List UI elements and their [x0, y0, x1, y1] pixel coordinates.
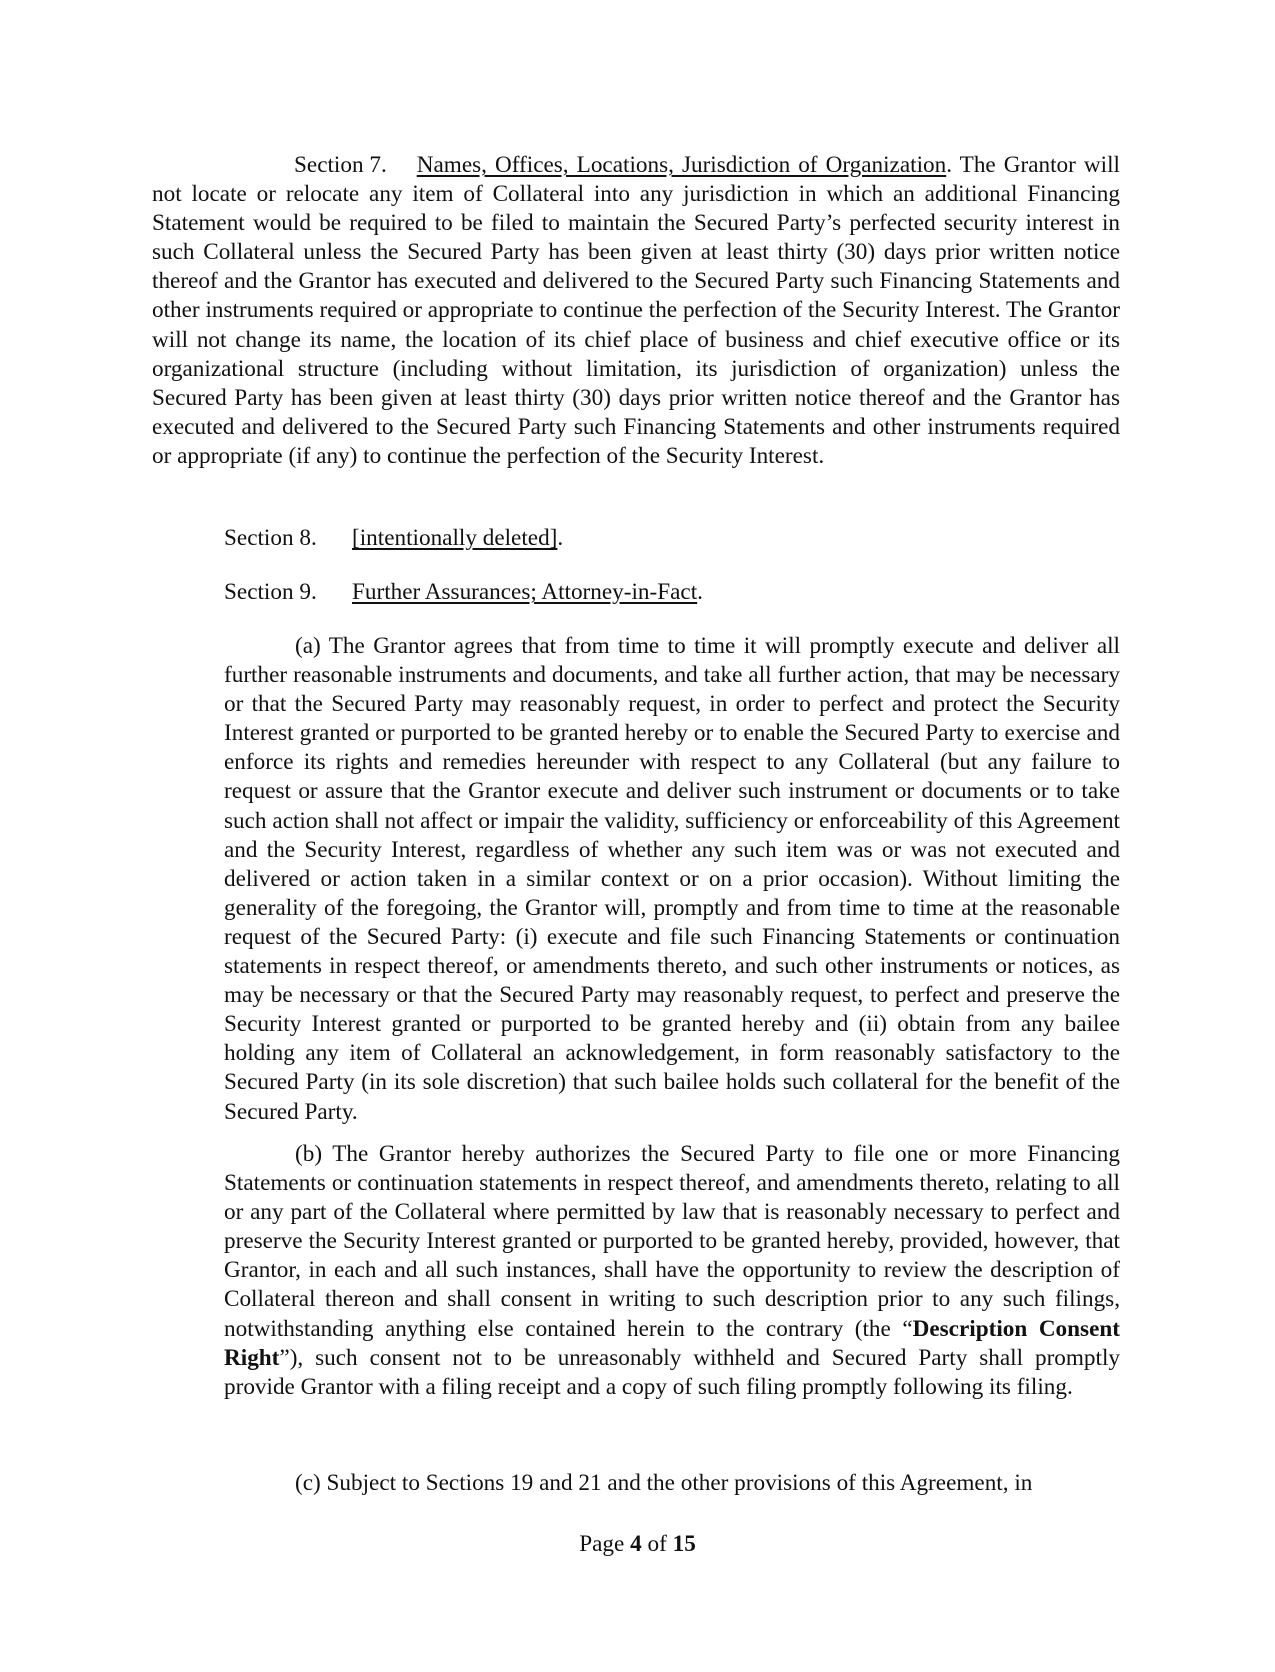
section-8-heading-period: .	[557, 525, 564, 551]
section-7-paragraph	[152, 151, 1120, 471]
section-8-number: Section 8.	[224, 525, 317, 551]
defined-term-description-consent-right: Description Consent Right	[224, 1315, 1120, 1371]
section-9-number: Section 9.	[224, 579, 317, 605]
section-7-heading-period: .	[946, 152, 953, 178]
paragraph-b-text-before: (b) The Grantor hereby authorizes the Secured Party to file one or more Financing Statements or continuation statements in respect thereof, and amendments thereto, relating to all or any part of the Collateral where permitted by law that is reasonably necessary to perfect and preserve the Security Interest granted or purported to be granted hereby, provided, however, that Grantor, in each and all such instances, shall have the opportunity to review the description of Collateral thereon and shall consent in writing to such description prior to any such filings, notwithstanding anything else contained herein to the contrary (the “	[224, 1141, 1120, 1342]
footer-total-pages: 15	[672, 1531, 696, 1557]
section-9-paragraph-a: (a) The Grantor agrees that from time to time it will promptly execute and deliver all further reasonable instruments and documents, and take all further action, that may be necessary or that the Secured Party may reasonably request, in order to perfect and protect the Security Interest granted or purported to be granted hereby or to enable the Secured Party to exercise and enforce its rights and remedies hereunder with respect to any Collateral (but any failure to request or assure that the Grantor execute and deliver such instrument or documents or to take such action shall not affect or impair the validity, sufficiency or enforceability of this Agreement and the Security Interest, regardless of whether any such item was or was not executed and delivered or action taken in a similar context or on a prior occasion). Without limiting the generality of the foregoing, the Grantor will, promptly and from time to time at the reasonable request of the Secured Party: (i) execute and file such Financing Statements or continuation statements in respect thereof, or amendments thereto, and such other instruments or notices, as may be necessary or that the Secured Party may reasonably request, to perfect and preserve the Security Interest granted or purported to be granted hereby and (ii) obtain from any bailee holding any item of Collateral an acknowledgement, in form reasonably satisfactory to the Secured Party (in its sole discretion) that such bailee holds such collateral for the benefit of the Secured Party.	[224, 633, 1120, 1125]
footer-of-word: of	[647, 1531, 667, 1557]
footer-page-number: 4	[630, 1531, 642, 1557]
section-9-heading: Further Assurances; Attorney-in-Fact	[352, 579, 698, 605]
section-7-heading: Names, Offices, Locations, Jurisdiction of Organization	[416, 152, 947, 178]
section-9-paragraph-c: (c) Subject to Sections 19 and 21 and the other provisions of this Agreement, in	[295, 1470, 1033, 1496]
section-7-body: The Grantor will not locate or relocate any item of Collateral into any jurisdiction in which an additional Financing Statement would be required to be filed to maintain the Secured Party’s perfected security interest in such Collateral unless the Secured Party has been given at least thirty (30) days prior written notice thereof and the Grantor has executed and delivered to the Secured Party such Financing Statements and other instruments required or appropriate to continue the perfection of the Security Interest. The Grantor will not change its name, the location of its chief place of business and chief executive office or its organizational structure (including without limitation, its jurisdiction of organization) unless the Secured Party has been given at least thirty (30) days prior written notice thereof and the Grantor has executed and delivered to the Secured Party such Financing Statements and other instruments required or appropriate (if any) to continue the perfection of the Security Interest.	[152, 152, 1120, 469]
footer-page-word: Page	[579, 1531, 625, 1557]
paragraph-b-text-after: ”), such consent not to be unreasonably withheld and Secured Party shall promptly provide Grantor with a filing receipt and a copy of such filing promptly following its filing.	[224, 1344, 1120, 1400]
page-footer	[0, 1530, 1275, 1559]
section-8-heading: [intentionally deleted]	[352, 525, 558, 551]
section-7-number: Section 7.	[294, 152, 387, 178]
section-9-heading-line	[224, 578, 1120, 607]
section-9-paragraph-b	[224, 1140, 1120, 1402]
section-8-heading-line	[224, 524, 1120, 553]
section-9-heading-period: .	[697, 579, 703, 605]
